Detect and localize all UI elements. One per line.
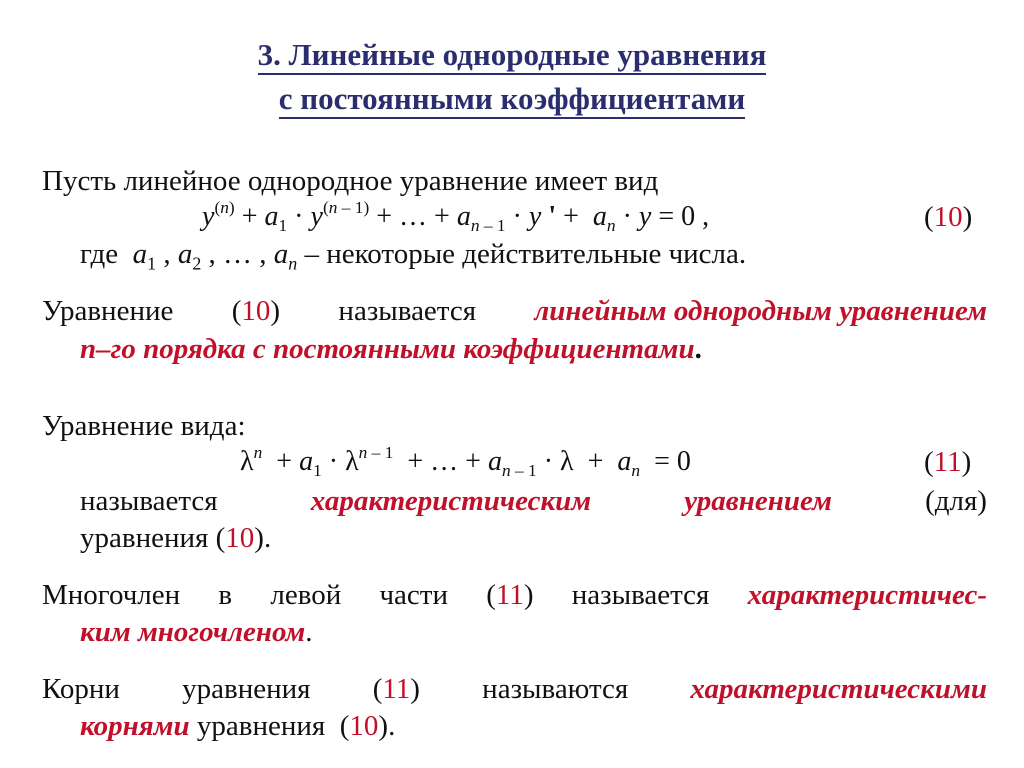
para4-line1: Многочлен в левой части (11) называется характеристичес- [42,579,987,611]
para1-intro: Пусть линейное однородное уравнение имеет вид [42,165,659,197]
para1-where: где $a_1$ , $a_2$ , … , $a_n$ – некоторые действительные числа. [80,238,747,274]
equation-11: $\lambda^n + a_1 \cdot \lambda^{n - 1}$ + … + $a_{n - 1} \cdot \lambda + a_n = 0$ [240,442,691,481]
para2-line2: n–го порядка с постоянными коэффициентами. [80,333,702,365]
para2-line1: Уравнение (10) называется линейным однородным уравнением [42,295,987,327]
para5-line2: корнями уравнения (10). [80,710,396,742]
para3-line2: уравнения (10). [80,522,272,554]
para5-line1: Корни уравнения (11) называются характеристическими [42,673,987,705]
slide-title-line1: 3. Линейные однородные уравнения [0,34,1024,76]
para3-intro: Уравнение вида: [42,410,246,442]
equation-10-number: (10) [924,201,973,233]
para4-line2: ким многочленом. [80,616,313,648]
equation-10: $y^{(n)} + a_1 \cdot y^{(n - 1)}$ + … + $a_{n - 1} \cdot y$ ' + $a_n \cdot y = 0$ , [202,197,710,236]
equation-11-number: (11) [924,446,972,478]
para3-line1: называется характеристическим уравнением (для) [80,485,987,517]
slide-title-line2: с постоянными коэффициентами [0,78,1024,120]
